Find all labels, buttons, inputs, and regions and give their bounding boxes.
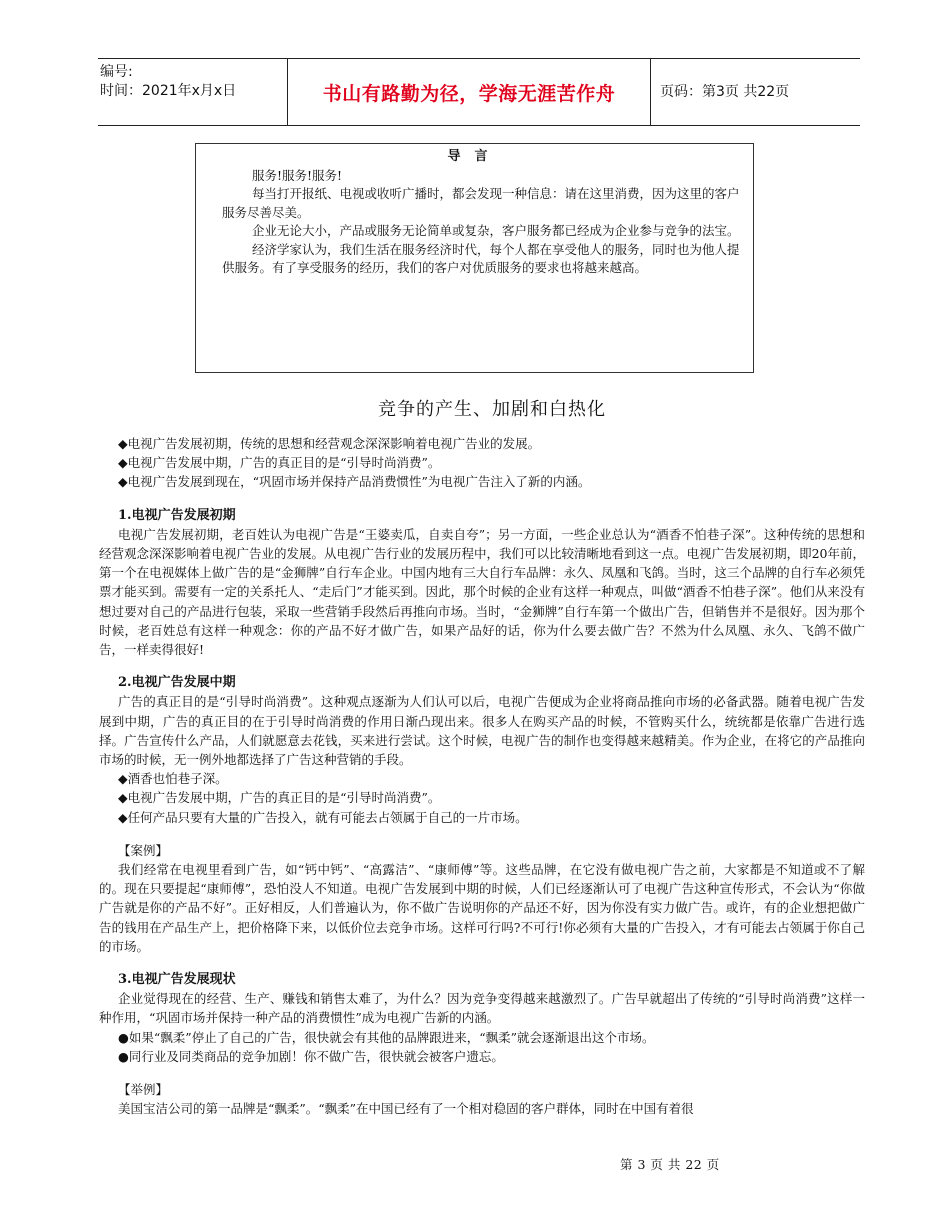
document-date-label: 时间：2021年x月x日 <box>100 83 237 99</box>
section-heading: 1.电视广告发展初期 <box>118 507 236 523</box>
example-paragraph: 美国宝洁公司的第一品牌是“飘柔”。“飘柔”在中国已经有了一个相对稳固的客户群体，同时在中国有着很 <box>118 1101 694 1117</box>
section-bullet: ◆任何产品只要有大量的广告投入，就有可能去占领属于自己的一片市场。 <box>118 809 528 825</box>
page-title: 竞争的产生、加剧和白热化 <box>378 399 606 420</box>
intro-box <box>195 143 754 373</box>
section-heading: 2.电视广告发展中期 <box>118 675 236 691</box>
header-motto: 书山有路勤为径，学海无涯苦作舟 <box>322 83 616 105</box>
header-meta <box>100 63 236 101</box>
intro-paragraph: 企业无论大小，产品或服务无论简单或复杂，客户服务都已经成为企业参与竞争的法宝。 <box>252 223 740 238</box>
header-divider <box>650 59 651 125</box>
case-heading: 【案例】 <box>118 842 169 858</box>
section-paragraph: 广告的真正目的是“引导时尚消费”。这种观点逐渐为人们认可以后，电视广告便成为企业将商品推向市场的必备武器。随着电视广告发展到中期，广告的真正目的在于引导时尚消费的作用日渐凸现出来。很多人在购买产品的时候，不管购买什么，统统都是依靠广告进行选择。广告宣传什么产品，人们就愿意去花钱，买来进行尝试。这个时候，电视广告的制作也变得越来越精美。作为企业，在将它的产品推向市场的时候，无一例外地都选择了广告这种营销的手段。 <box>99 694 865 768</box>
page-footer: 第 3 页 共 22 页 <box>620 1157 720 1172</box>
header-page-number: 页码：第3页 共22页 <box>660 84 790 100</box>
intro-paragraph: 服务!服务!服务! <box>252 167 343 183</box>
intro-paragraph: 经济学家认为，我们生活在服务经济时代，每个人都在享受他人的服务，同时也为他人提供服务。有了享受服务的经历，我们的客户对优质服务的要求也将越来越高。 <box>222 241 740 275</box>
case-paragraph: 我们经常在电视里看到广告，如“钙中钙”、“高露洁”、“康师傅”等。这些品牌，在它没有做电视广告之前，大家都是不知道或不了解的。现在只要提起“康师傅”，恐怕没人不知道。电视广告发展到中期的时候，人们已经逐渐认可了电视广告这种宣传形式，不会认为“你做广告就是你的产品不好”。正好相反，人们普遍认为，你不做广告说明你的产品还不好，因为你没有实力做广告。或许，有的企业想把做广告的钱用在产品生产上，把价格降下来，以低价位去竞争市场。这样可行吗?不可行!你必须有大量的广告投入，才有可能去占领属于你自己的市场。 <box>99 862 865 954</box>
summary-bullet: ◆电视广告发展中期，广告的真正目的是“引导时尚消费”。 <box>118 455 441 471</box>
article-body <box>99 434 865 1119</box>
section-bullet: ◆电视广告发展中期，广告的真正目的是“引导时尚消费”。 <box>118 790 441 806</box>
page-header <box>98 58 860 126</box>
intro-paragraph: 每当打开报纸、电视或收听广播时，都会发现一种信息：请在这里消费，因为这里的客户服务尽善尽美。 <box>222 186 740 220</box>
intro-title: 导言 <box>447 149 502 164</box>
example-heading: 【举例】 <box>118 1082 169 1098</box>
summary-bullet: ◆电视广告发展到现在，“巩固市场并保持产品消费惯性”为电视广告注入了新的内涵。 <box>118 474 591 490</box>
section-heading: 3.电视广告发展现状 <box>118 972 236 988</box>
section-paragraph: 电视广告发展初期，老百姓认为电视广告是“王婆卖瓜，自卖自夸”；另一方面，一些企业总认为“酒香不怕巷子深”。这种传统的思想和经营观念深深影响着电视广告业的发展。从电视广告行业的发展历程中，我们可以比较清晰地看到这一点。电视广告发展初期，即20年前，第一个在电视媒体上做广告的是“金狮牌”自行车企业。中国内地有三大自行车品牌：永久、凤凰和飞鸽。当时，这三个品牌的自行车必须凭票才能买到。需要有一定的关系托人、“走后门”才能买到。因此，那个时候的企业有这样一种观点，叫做“酒香不怕巷子深”。他们从来没有想过要对自己的产品进行包装，采取一些营销手段然后再推向市场。当时，“金狮牌”自行车第一个做出广告，但销售并不是很好。因为那个时候，老百姓总有这样一种观念：你的产品不好才做广告，如果产品好的话，你为什么要去做广告？不然为什么凤凰、永久、飞鸽不做广告，一样卖得很好! <box>99 526 865 658</box>
section-bullet: ◆酒香也怕巷子深。 <box>118 771 228 787</box>
section-paragraph: 企业觉得现在的经营、生产、赚钱和销售太难了，为什么？因为竞争变得越来越激烈了。广告早就超出了传统的“引导时尚消费”这样一种作用，“巩固市场并保持一种产品的消费惯性”成为电视广告新的内涵。 <box>99 991 865 1026</box>
section-bullet: ●如果“飘柔”停止了自己的广告，很快就会有其他的品牌跟进来，“飘柔”就会逐渐退出这个市场。 <box>118 1029 655 1045</box>
document-number-label: 编号: <box>100 64 133 80</box>
section-bullet: ●同行业及同类商品的竞争加剧！你不做广告，很快就会被客户遗忘。 <box>118 1048 504 1064</box>
summary-bullet: ◆电视广告发展初期，传统的思想和经营观念深深影响着电视广告业的发展。 <box>118 436 541 451</box>
